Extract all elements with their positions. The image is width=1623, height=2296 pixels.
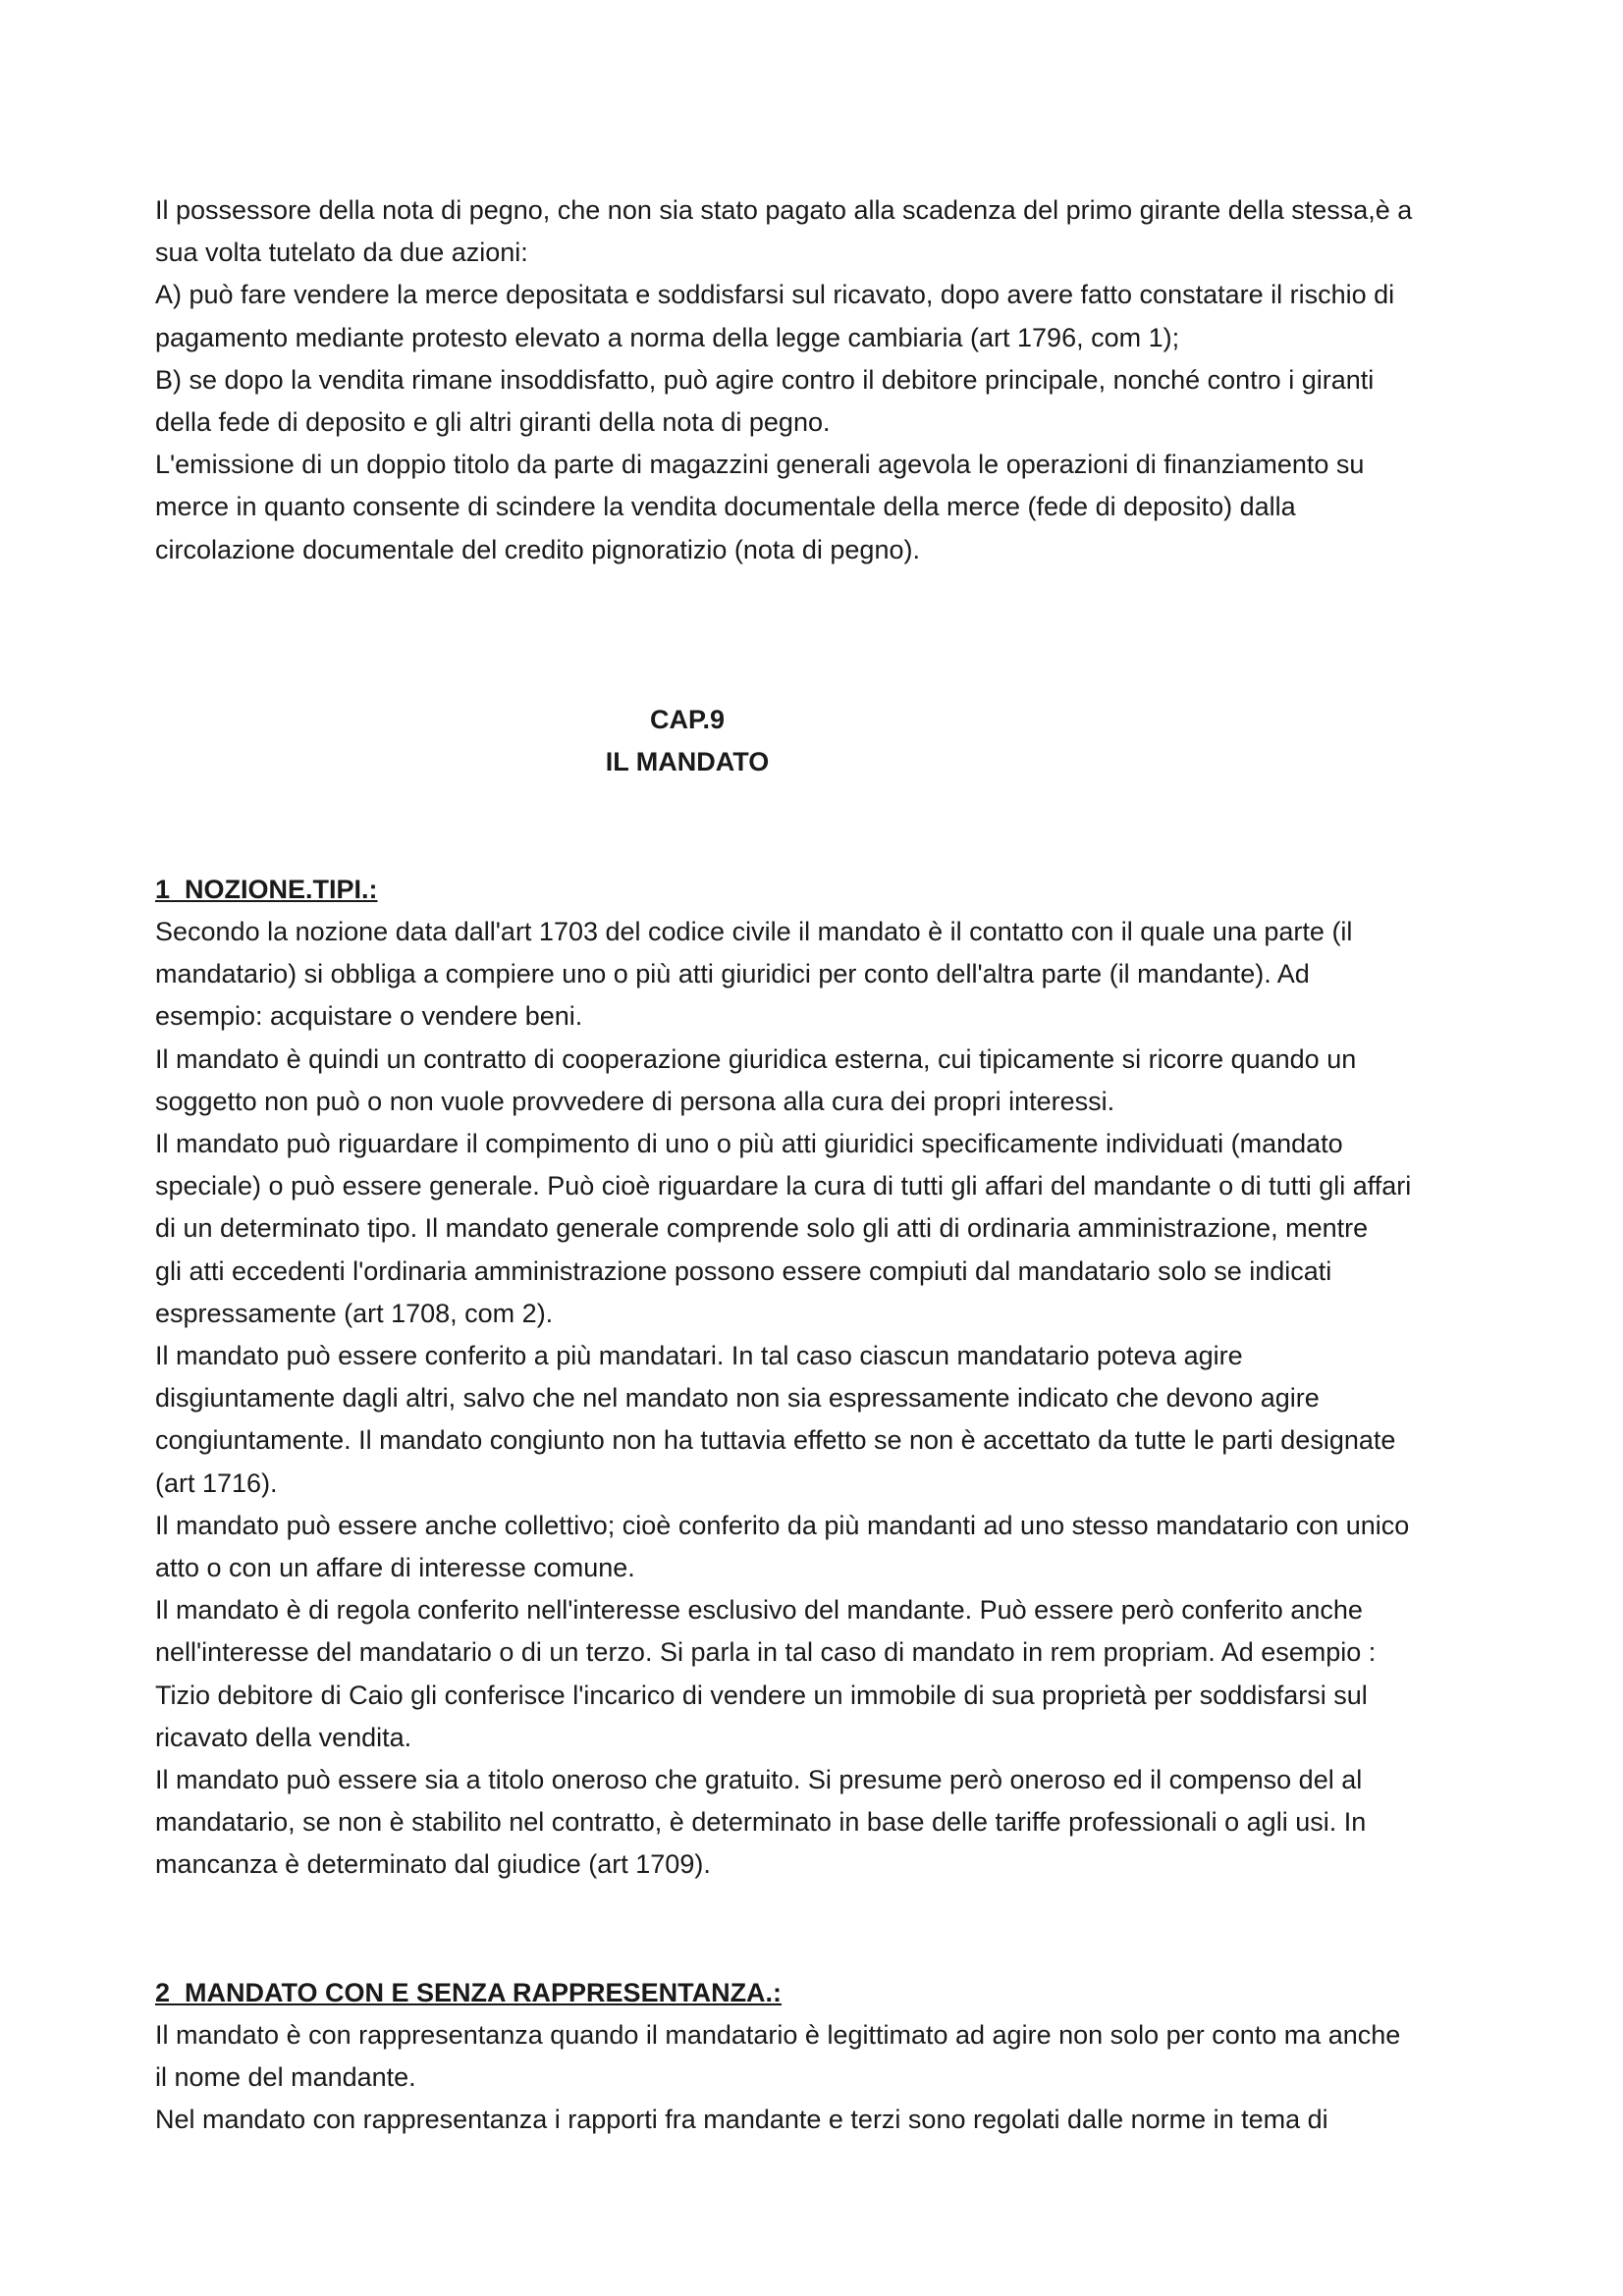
text-line: Secondo la nozione data dall'art 1703 del codice civile il mandato è il contatto con il quale una parte (il — [155, 917, 1353, 946]
intro-paragraph — [155, 189, 1471, 571]
text-line: Il mandato è di regola conferito nell'interesse esclusivo del mandante. Può essere però conferito anche — [155, 1595, 1363, 1626]
text-line: Il possessore della nota di pegno, che non sia stato pagato alla scadenza del primo girante della stessa,è a — [155, 195, 1413, 225]
text-line: ricavato della vendita. — [155, 1722, 412, 1752]
text-line: soggetto non può o non vuole provvedere di persona alla cura dei propri interessi. — [155, 1086, 1115, 1116]
text-line: della fede di deposito e gli altri giranti della nota di pegno. — [155, 407, 831, 438]
text-line: Il mandato è con rappresentanza quando il mandatario è legittimato ad agire non solo per conto ma anche — [155, 2020, 1401, 2050]
text-line: Il mandato può riguardare il compimento di uno o più atti giuridici specificamente individuati (mandato — [155, 1129, 1343, 1159]
text-line: Nel mandato con rappresentanza i rapporti fra mandante e terzi sono regolati dalle norme in tema di — [155, 2105, 1328, 2135]
text-line: (art 1716). — [155, 1468, 278, 1498]
text-line: nell'interesse del mandatario o di un terzo. Si parla in tal caso di mandato in rem propriam. Ad esempio : — [155, 1637, 1377, 1668]
text-line: L'emissione di un doppio titolo da parte di magazzini generali agevola le operazioni di finanziamento su — [155, 450, 1365, 480]
text-line: congiuntamente. Il mandato congiunto non ha tuttavia effetto se non è accettato da tutte le parti designate — [155, 1425, 1396, 1456]
text-line: Il mandato può essere sia a titolo oneroso che gratuito. Si presume però oneroso ed il compenso del al — [155, 1765, 1363, 1795]
section-heading-nozione-tipi: 1_NOZIONE.TIPI.: — [155, 875, 378, 904]
text-line: il nome del mandante. — [155, 2062, 416, 2093]
section-heading-mandato-rappresentanza: 2_MANDATO CON E SENZA RAPPRESENTANZA.: — [155, 1978, 783, 2007]
text-line: A) può fare vendere la merce depositata e soddisfarsi sul ricavato, dopo avere fatto constatare il rischio di — [155, 280, 1395, 310]
text-line: esempio: acquistare o vendere beni. — [155, 1001, 583, 1032]
text-line: sua volta tutelato da due azioni: — [155, 238, 528, 268]
text-line: disgiuntamente dagli altri, salvo che nel mandato non sia espressamente indicato che devono agire — [155, 1383, 1320, 1414]
text-line: merce in quanto consente di scindere la vendita documentale della merce (fede di deposito) dalla — [155, 492, 1296, 522]
text-line: Il mandato può essere anche collettivo; cioè conferito da più mandanti ad uno stesso mandatario con unico — [155, 1510, 1410, 1540]
text-line: Tizio debitore di Caio gli conferisce l'incarico di vendere un immobile di sua proprietà per soddisfarsi sul — [155, 1680, 1368, 1710]
text-line: circolazione documentale del credito pignoratizio (nota di pegno). — [155, 534, 920, 564]
text-line: espressamente (art 1708, com 2). — [155, 1298, 554, 1328]
text-line: di un determinato tipo. Il mandato generale comprende solo gli atti di ordinaria amministrazione, mentre — [155, 1213, 1369, 1244]
section2-body — [155, 2014, 1471, 2142]
text-line: B) se dopo la vendita rimane insoddisfatto, può agire contro il debitore principale, nonché contro i giranti — [155, 364, 1375, 395]
text-line: Il mandato è quindi un contratto di cooperazione giuridica esterna, cui tipicamente si ricorre quando un — [155, 1043, 1357, 1074]
section1-body — [155, 911, 1471, 1887]
text-line: gli atti eccedenti l'ordinaria amministrazione possono essere compiuti dal mandatario solo se indicati — [155, 1255, 1332, 1286]
text-line: mandatario) si obbliga a compiere uno o più atti giuridici per conto dell'altra parte (il mandante). Ad — [155, 959, 1310, 989]
text-line: Il mandato può essere conferito a più mandatari. In tal caso ciascun mandatario poteva agire — [155, 1341, 1243, 1371]
chapter-number: CAP.9 — [649, 705, 726, 734]
text-line: pagamento mediante protesto elevato a norma della legge cambiaria (art 1796, com 1); — [155, 322, 1180, 352]
text-line: speciale) o può essere generale. Può cioè riguardare la cura di tutti gli affari del mandante o di tutti gli affari — [155, 1171, 1412, 1201]
chapter-title: IL MANDATO — [605, 747, 770, 776]
text-line: mancanza è determinato dal giudice (art 1709). — [155, 1849, 711, 1880]
text-line: mandatario, se non è stabilito nel contratto, è determinato in base delle tariffe professionali o agli usi. In — [155, 1807, 1367, 1838]
text-line: atto o con un affare di interesse comune. — [155, 1553, 635, 1583]
